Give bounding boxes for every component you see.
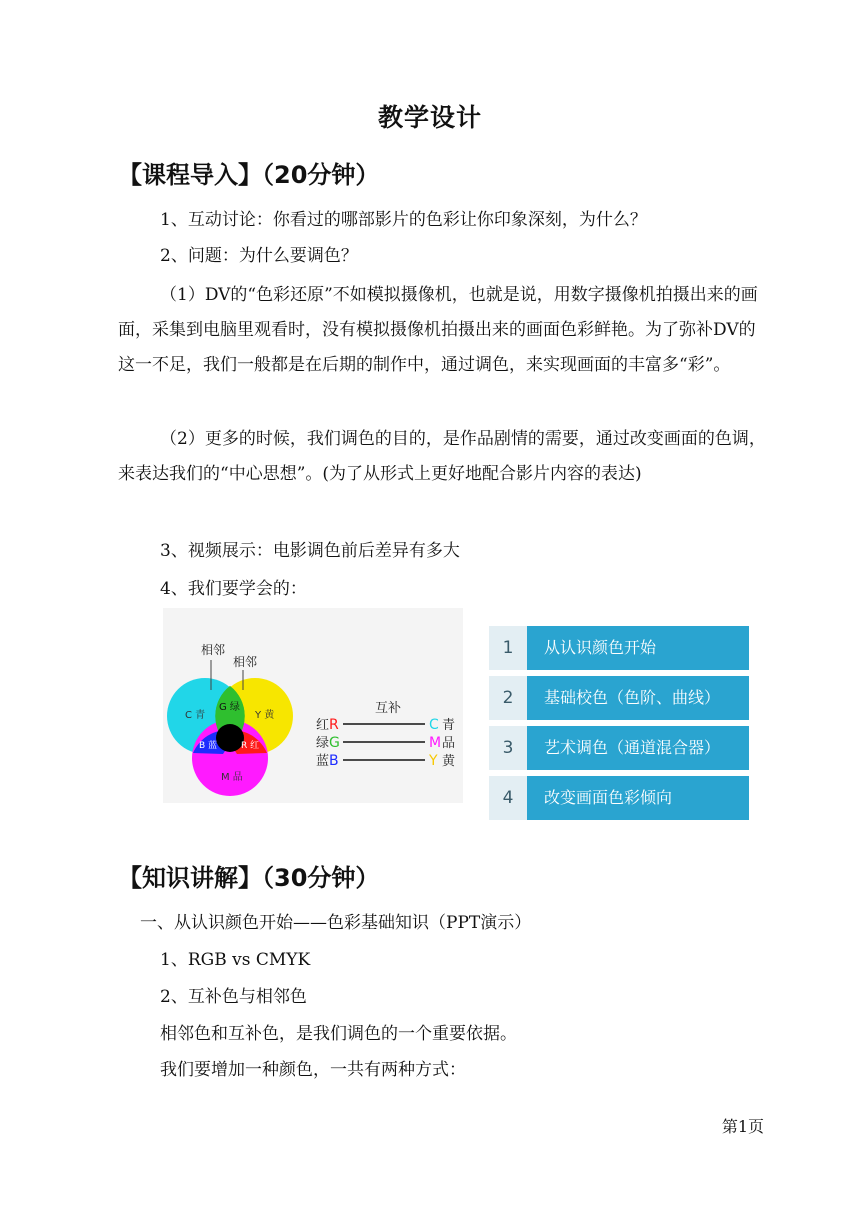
step-item bbox=[489, 726, 749, 770]
circle-label-m: M 品 bbox=[221, 772, 243, 783]
svg-text:R: R bbox=[329, 717, 339, 733]
intro-line-1: 1、互动讨论：你看过的哪部影片的色彩让你印象深刻，为什么？ bbox=[160, 210, 647, 230]
svg-text:黄: 黄 bbox=[442, 754, 456, 769]
intro-line-2: 2、问题：为什么要调色？ bbox=[160, 246, 358, 266]
circle-label-y: Y 黄 bbox=[255, 710, 275, 721]
svg-text:红: 红 bbox=[316, 718, 330, 733]
circle-label-g: G 绿 bbox=[219, 702, 240, 713]
step-label: 基础校色（色阶、曲线） bbox=[544, 688, 721, 707]
adjacent-label-2: 相邻 bbox=[233, 655, 258, 669]
svg-text:G: G bbox=[329, 735, 340, 751]
knowledge-line-1: 一、从认识颜色开始——色彩基础知识（PPT演示） bbox=[140, 913, 532, 933]
svg-text:M: M bbox=[429, 735, 442, 751]
step-item bbox=[489, 626, 749, 670]
adjacent-label-1: 相邻 bbox=[201, 643, 226, 657]
knowledge-line-4: 相邻色和互补色，是我们调色的一个重要依据。 bbox=[160, 1024, 517, 1044]
intro-paragraph-1: （1）DV的“色彩还原”不如模拟摄像机，也就是说，用数字摄像机拍摄出来的画面，采集到电脑里观看时，没有模拟摄像机拍摄出来的画面色彩鲜艳。为了弥补DV的这一不足，我们一般都是在后期的制作中，通过调色，来实现画面的丰富多“彩”。 bbox=[118, 285, 758, 375]
step-number: 1 bbox=[489, 626, 527, 670]
svg-text:C: C bbox=[429, 717, 439, 733]
step-item bbox=[489, 676, 749, 720]
intro-line-4: 4、我们要学会的： bbox=[160, 579, 307, 599]
step-item bbox=[489, 776, 749, 820]
step-label: 艺术调色（通道混合器） bbox=[544, 738, 721, 757]
knowledge-line-2: 1、RGB vs CMYK bbox=[160, 950, 311, 970]
page-number: 第1页 bbox=[721, 1117, 764, 1136]
circle-label-r: R 红 bbox=[241, 741, 260, 751]
intro-line-3: 3、视频展示：电影调色前后差异有多大 bbox=[160, 541, 460, 561]
step-number: 4 bbox=[489, 776, 527, 820]
intro-paragraph-2: （2）更多的时候，我们调色的目的，是作品剧情的需要，通过改变画面的色调，来表达我们的“中心思想”。(为了从形式上更好地配合影片内容的表达) bbox=[118, 429, 766, 484]
step-label: 改变画面色彩倾向 bbox=[544, 788, 673, 807]
color-theory-figure bbox=[163, 608, 763, 830]
learning-steps-list bbox=[489, 626, 749, 826]
document-title: 教学设计 bbox=[377, 103, 482, 132]
complement-title: 互补 bbox=[375, 701, 402, 716]
step-label: 从认识颜色开始 bbox=[544, 638, 657, 657]
svg-text:青: 青 bbox=[442, 718, 456, 733]
svg-text:B: B bbox=[329, 753, 339, 769]
section-heading-intro: 【课程导入】（20分钟） bbox=[118, 161, 380, 189]
knowledge-line-3: 2、互补色与相邻色 bbox=[160, 987, 307, 1007]
svg-text:品: 品 bbox=[442, 736, 456, 751]
svg-text:蓝: 蓝 bbox=[316, 754, 330, 769]
svg-text:Y: Y bbox=[429, 753, 438, 769]
circle-label-c: C 青 bbox=[185, 710, 206, 721]
section-heading-knowledge: 【知识讲解】（30分钟） bbox=[118, 864, 380, 892]
step-number: 3 bbox=[489, 726, 527, 770]
circle-label-b: B 蓝 bbox=[199, 741, 218, 751]
svg-text:绿: 绿 bbox=[316, 736, 330, 751]
knowledge-line-5: 我们要增加一种颜色，一共有两种方式： bbox=[160, 1060, 466, 1080]
color-wheel-diagram bbox=[163, 608, 463, 828]
step-number: 2 bbox=[489, 676, 527, 720]
